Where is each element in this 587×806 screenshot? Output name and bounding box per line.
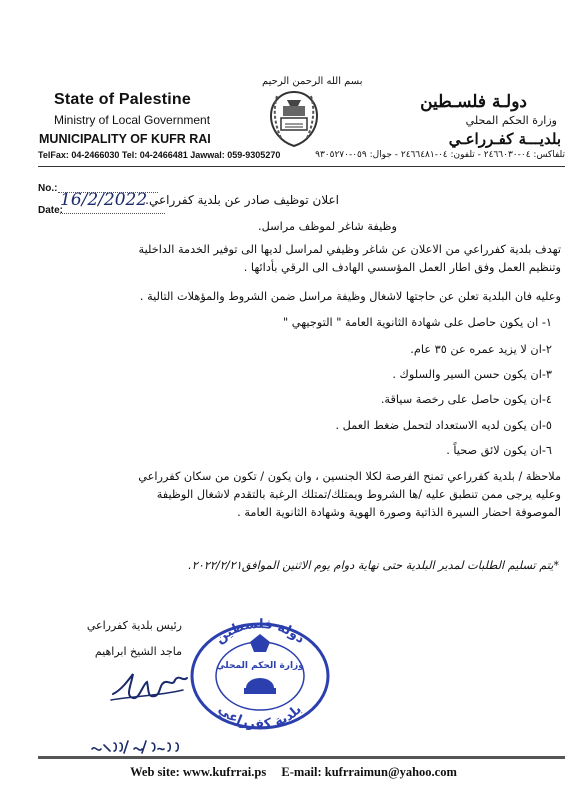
ref-number	[38, 183, 57, 194]
body-line-intro: وعليه فان البلدية تعلن عن حاجتها لاشغال وظيفة مراسل ضمن الشروط والمؤهلات التالية .	[139, 290, 561, 303]
stamp-bottom-text: بلدية كفرراعي	[215, 702, 305, 732]
condition-item: ٢-ان لا يزيد عمره عن ٣٥ عام.	[410, 343, 552, 356]
footer-email[interactable]: E-mail: kufrraimun@yahoo.com	[281, 765, 457, 779]
stamp-middle-text: وزارة الحكم المحلي	[216, 661, 304, 671]
ref-date-label: Date:	[38, 205, 64, 216]
stamp-dome-icon	[244, 678, 276, 694]
footer-website[interactable]: Web site: www.kufrrai.ps	[130, 765, 267, 779]
contact-info-ar: تلفاكس: ٠٤-٢٤٦٦٠٣٠ - تلفون: ٠٤-٢٤٦٦٤٨١ - جوال: ٠٥٩-٩٣٠٥٢٧٠	[315, 150, 565, 160]
remark-line: وعليه يرجى ممن تنطبق عليه /ها الشروط ويمتلك/تمتلك الرغبة بالتقدم لاشغال الوظيفة	[156, 488, 561, 501]
condition-item: ١- ان يكون حاصل على شهادة الثانوية العامة " التوجيهي "	[283, 316, 552, 329]
body-line-purpose: تهدف بلدية كفرراعي من الاعلان عن شاغر وظيفي لمراسل لديها الى توفير الخدمة الداخلية	[138, 243, 561, 256]
ref-date-value: 16/2/2022	[60, 190, 148, 210]
contact-info-en: TelFax: 04-2466030 Tel: 04-2466481 Jawwal: 059-9305270	[38, 150, 281, 160]
footer-divider	[38, 756, 565, 759]
handwritten-signature	[103, 660, 193, 708]
header-divider	[38, 166, 565, 167]
stamp-eagle-icon	[250, 634, 270, 652]
signatory-title: رئيس بلدية كفرراعي	[86, 619, 182, 632]
body-line-purpose-cont: وتنظيم العمل وفق اطار العمل المؤسسي الهادف الى الرقي بأدائها .	[243, 261, 561, 274]
stamp-outer-text: دولة فلسطين	[212, 616, 308, 647]
condition-item: ٥-ان يكون لديه الاستعداد لتحمل ضغط العمل .	[335, 419, 552, 432]
ref-number-label: No.:	[38, 183, 58, 194]
handwritten-date	[88, 735, 188, 757]
ministry-name-en: Ministry of Local Government	[54, 113, 211, 127]
footer	[0, 765, 587, 780]
municipality-emblem-icon	[263, 86, 325, 150]
remark-line: الموصوفة احضار السيرة الذاتية وصورة الهوية وشهادة الثانوية العامة .	[237, 506, 561, 519]
ministry-name-ar: وزارة الحكم المحلي	[465, 114, 557, 127]
body-line-job: وظيفة شاغر لموظف مراسل.	[258, 220, 397, 233]
condition-item: ٣-ان يكون حسن السير والسلوك .	[392, 368, 552, 381]
state-title-en: State of Palestine	[54, 91, 191, 108]
municipality-name-ar: بلديـــة كفـرراعـي	[448, 130, 561, 148]
condition-item: ٤-ان يكون حاصل على رخصة سياقة.	[380, 393, 552, 406]
official-stamp	[186, 614, 334, 732]
signatory-name: ماجد الشيخ ابراهيم	[94, 645, 182, 658]
municipality-name-en: MUNICIPALITY OF KUFR RAI	[39, 132, 211, 146]
application-deadline: *يتم تسليم الطلبات لمدير البلدية حتى نهاية دوام يوم الاثنين الموافق٢٠٢٢/٢/٢١.	[188, 559, 559, 572]
svg-text:بلدية كفرراعي	[215, 702, 305, 732]
condition-item: ٦-ان يكون لائق صحياً .	[446, 444, 552, 457]
state-title-ar: دولـة فلسـطين	[420, 92, 527, 112]
remark-line: ملاحظة / بلدية كفرراعي تمنح الفرصة لكلا الجنسين ، وان يكون / تكون من سكان كفرراعي	[138, 470, 561, 483]
announcement-heading: اعلان توظيف صادر عن بلدية كفرراعي.	[145, 193, 339, 207]
ref-date-line	[60, 213, 165, 214]
bismillah-text: بسم الله الرحمن الرحيم	[262, 76, 363, 87]
